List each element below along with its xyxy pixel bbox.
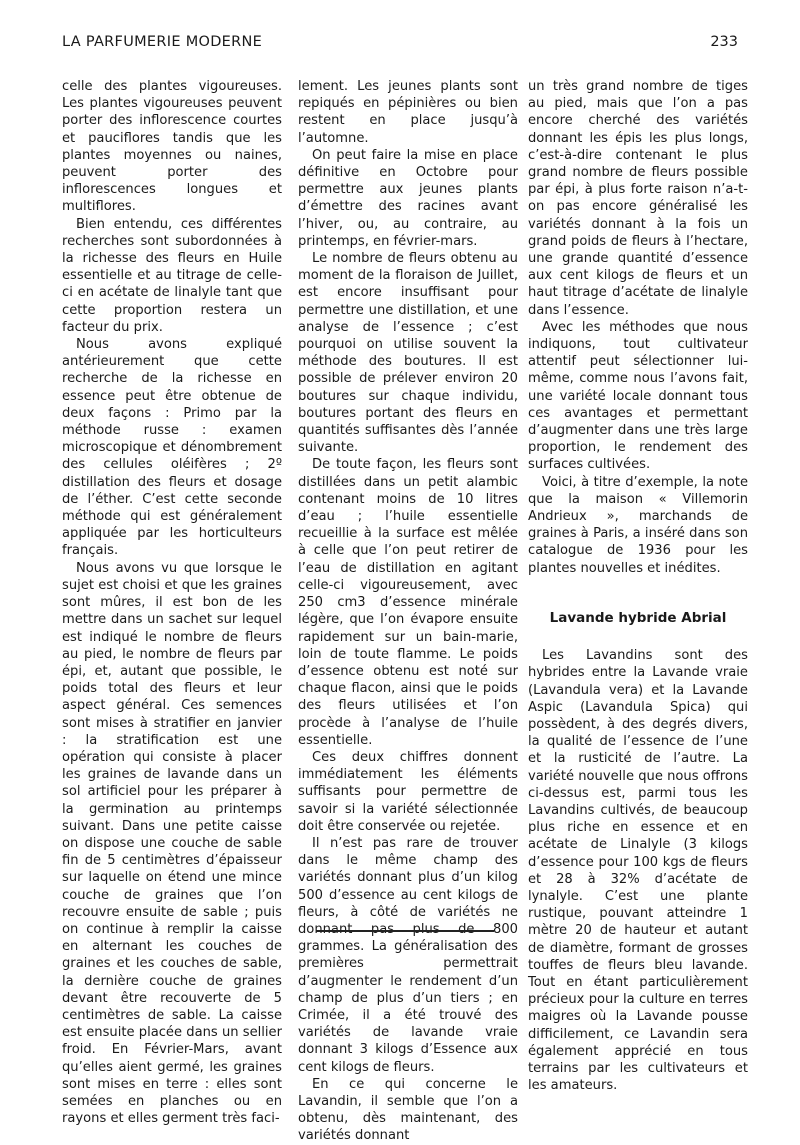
paragraph: Avec les méthodes que nous indiquons, tout cultivateur attentif peut sélectionner lui-même, comme nous l’avons fait, une variété locale donnant tous ces avantages et permettant d’augmenter dans une très large proportion, le rendement des surfaces cultivées.: [528, 319, 748, 473]
paragraph: Bien entendu, ces différentes recherches sont subordonnées à la richesse des fleurs en Huile essentielle et au titrage de celle-ci en acétate de linalyle tant que cette proportion restera un facteur du prix.: [62, 216, 282, 335]
text-column-1: [62, 78, 282, 1127]
text-column-2: [298, 78, 518, 1145]
paragraph: Le nombre de fleurs obtenu au moment de la floraison de Juillet, est encore insuffisant pour permettre une distillation, et une analyse de l’essence ; c’est pourquoi on utilise souvent la méthode des boutures. Il est possible de prélever environ 20 boutures sur chaque individu, boutures portant des fleurs en quantités suffisantes dès l’année suivante.: [298, 251, 518, 456]
page-number: 233: [710, 34, 738, 50]
running-head: LA PARFUMERIE MODERNE: [62, 34, 263, 50]
text-column-3: [528, 78, 748, 1094]
paragraph: Ces deux chiffres donnent immédiatement les éléments suffisants pour permettre de savoir si la variété sélectionnée doit être conservée ou rejetée.: [298, 749, 518, 834]
paragraph: En ce qui concerne le Lavandin, il semble que l’on a obtenu, dès maintenant, des variétés donnant: [298, 1076, 518, 1144]
paragraph: Voici, à titre d’exemple, la note que la maison « Villemorin Andrieux », marchands de graines à Paris, a inséré dans son catalogue de 1936 pour les plantes nouvelles et inédites.: [528, 474, 748, 576]
paragraph: De toute façon, les fleurs sont distillées dans un petit alambic contenant moins de 10 litres d’eau ; l’huile essentielle recueillie à la surface est mêlée à celle que l’on peut retirer de l’eau de distillation en agitant celle-ci vigoureusement, avec 250 cm3 d’essence minérale légère, que l’on évapore ensuite rapidement sur un bain-marie, loin de toute flamme. Le poids d’essence obtenu est noté sur chaque flacon, ainsi que le poids des fleurs utilisées et l’on procède à l’analyse de l’huile essentielle.: [298, 457, 518, 748]
paragraph: Nous avons vu que lorsque le sujet est choisi et que les graines sont mûres, il est bon de les mettre dans un sachet sur lequel est indiqué le nombre de fleurs au pied, le nombre de fleurs par épi, et, autant que possible, le poids total des fleurs et leur aspect général. Ces semences sont mises à stratifier en janvier : la stratification est une opération qui consiste à placer les graines de lavande dans un sol artificiel pour les préparer à la germination au printemps suivant. Dans une petite caisse on dispose une couche de sable fin de 5 centimètres d’épaisseur sur laquelle on étend une mince couche de graines que l’on recouvre ensuite de sable ; puis on continue à remplir la caisse en alternant les couches de graines et les couches de sable, la dernière couche de graines devant être recouverte de 5 centimètres de sable. La caisse est ensuite placée dans un sellier froid. En Février-Mars, avant qu’elles aient germé, les graines sont mises en terre : elles sont semées en planches ou en rayons et elles germent très faci-: [62, 560, 282, 1127]
section-heading: Lavande hybride Abrial: [549, 609, 727, 626]
end-rule: [316, 930, 494, 932]
paragraph: Nous avons expliqué antérieurement que cette recherche de la richesse en essence peut être obtenue de deux façons : Primo par la méthode russe : examen microscopique et dénombrement des cellules oléifères ; 2º distillation des fleurs et dosage de l’éther. C’est cette seconde méthode qui est généralement appliquée par les horticulteurs français.: [62, 337, 282, 559]
paragraph: un très grand nombre de tiges au pied, mais que l’on a pas encore cherché des variétés donnant les épis les plus longs, c’est-à-dire contenant le plus grand nombre de fleurs possible par épi, à plus forte raison n’a-t-on pas encore généralisé les variétés donnant à la fois un grand poids de fleurs à l’hectare, une grande quantité d’essence aux cent kilogs de fleurs et un haut titrage d’acétate de linalyle dans l’essence.: [528, 79, 748, 318]
paragraph: lement. Les jeunes plants sont repiqués en pépinières ou bien restent en place jusqu’à l’automne.: [298, 79, 518, 146]
paragraph: Il n’est pas rare de trouver dans le même champ des variétés donnant plus d’un kilog 500 d’essence au cent kilogs de fleurs, à côté de variétés ne donnant pas plus de 800 grammes. La généralisation des premières permettrait d’augmenter le rendement d’un champ de plus d’un tiers ; en Crimée, il a été trouvé des variétés de lavande vraie donnant 3 kilogs d’Essence aux cent kilogs de fleurs.: [298, 835, 518, 1075]
paragraph: celle des plantes vigoureuses. Les plantes vigoureuses peuvent porter des inflorescence courtes et pauciflores tandis que les plantes moyennes ou naines, peuvent porter des inflorescences longues et multiflores.: [62, 79, 282, 215]
paragraph: Les Lavandins sont des hybrides entre la Lavande vraie (Lavandula vera) et la Lavande Aspic (Lavandula Spica) qui possèdent, à des degrés divers, la qualité de l’essence de l’une et la rusticité de l’autre. La variété nouvelle que nous offrons ci-dessus est, parmi tous les Lavandins cultivés, de beaucoup plus riche en essence et en acétate de Linalyle (3 kilogs d’essence pour 100 kgs de fleurs et 28 à 32% d’acétate de lynalyle. C’est une plante rustique, pouvant atteindre 1 mètre 20 de hauteur et autant de diamètre, formant de grosses touffes de fleurs bleu lavande. Tout en étant particulièrement précieux pour la culture en terres maigres où la Lavande pousse difficilement, ce Lavandin sera également apprécié en tous terrains par les cultivateurs et les amateurs.: [528, 648, 748, 1094]
paragraph: On peut faire la mise en place définitive en Octobre pour permettre aux jeunes plants d’émettre des racines avant l’hiver, ou, au contraire, au printemps, en février-mars.: [298, 147, 518, 249]
